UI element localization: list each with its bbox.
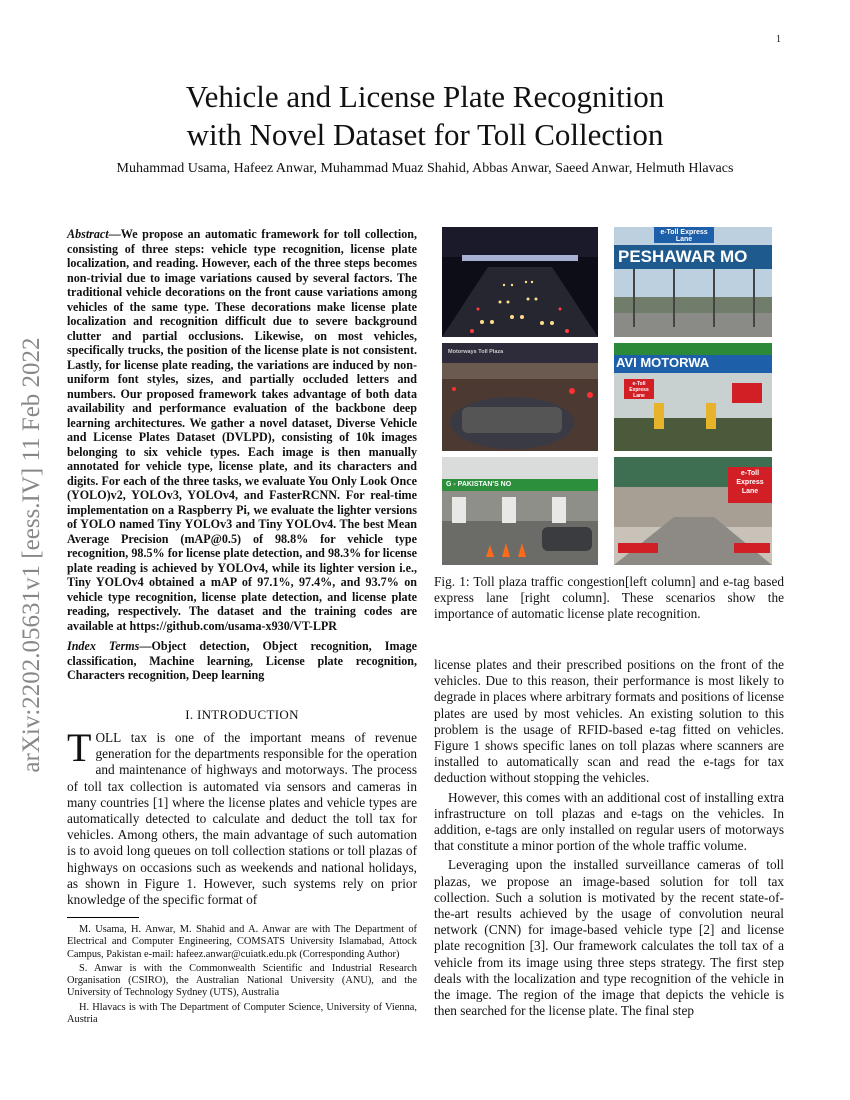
peshawar-sign: PESHAWAR MO (618, 247, 748, 266)
pakistan-sign: G - PAKISTAN'S NO (446, 481, 512, 488)
photo-etoll-express-lane (614, 457, 772, 565)
author-list: Muhammad Usama, Hafeez Anwar, Muhammad Muaz Shahid, Abbas Anwar, Saeed Anwar, Helmuth Hlavacs (116, 161, 734, 176)
etoll-small-sign: e-Toll Express Lane (629, 381, 649, 399)
photo-daytime-booths (442, 457, 598, 565)
motorway-sign: AVI MOTORWA (616, 355, 710, 370)
paragraph-2: However, this comes with an additional cost of installing extra infrastructure on toll plazas and e-tags on the vehicles. In addition, e-tags are only installed on regular users of motorways that constitute a minor portion of the whole traffic volume. (434, 789, 784, 854)
photo-night-congestion (442, 227, 598, 337)
footnote-affiliation-3: H. Hlavacs is with The Department of Computer Science, University of Vienna, Austria (67, 1001, 417, 1026)
figure-1 (442, 227, 772, 567)
page-number: 1 (776, 34, 781, 45)
footnote-affiliation-2: S. Anwar is with the Commonwealth Scientific and Industrial Research Organisation (CSIRO), the Australian National University (ANU), and the University of Technology Sydney (UTS), Australia (67, 962, 417, 999)
introduction-paragraph (67, 725, 417, 908)
footnotes (67, 924, 417, 1028)
section-heading: I. INTRODUCTION (185, 707, 299, 722)
toll-plaza-sign: Motorways Toll Plaza (448, 349, 504, 355)
index-terms-text: —Object detection, Object recognition, Image classification, Machine learning, License plate recognition, Characters recognition, Deep learning (67, 639, 417, 682)
paragraph-1: license plates and their prescribed positions on the front of the vehicles. Due to this reason, their performance is most likely to degrade in places where arbitrary formats and positions of license plates are used by most vehicles. An existing solution to this problem is the usage of RFID-based e-tag fitted on vehicles. Figure 1 shows specific lanes on toll plazas where scanners are installed to automatically scan and read the e-tags for tax deduction without stopping the vehicles. (434, 657, 784, 786)
paper-title (60, 78, 790, 154)
figure-caption: Fig. 1: Toll plaza traffic congestion[left column] and e-tag based express lane [right column]. These scenarios show the importance of automatic license plate recognition. (434, 574, 784, 622)
photo-toll-plaza-queue (442, 343, 598, 451)
arxiv-identifier (6, 290, 58, 820)
right-column-text (434, 657, 784, 1019)
index-terms-lead: Index Terms (67, 639, 140, 653)
intro-text: tax is one of the important means of revenue generation for the departments responsible for the operation and maintenance of highways and motorways. The process of toll tax collection is automated via sensors and cameras in many countries [1] where the license plates and vehicle types are automatically detected to calculate and deduct the toll tax for vehicles. Among others, the main advantage of such automation is to avoid long queues on toll collection stations or toll plazas of highways on occasions such as weekends and national holidays, as shown in Figure 1. However, such systems rely on prior knowledge of the specific format of (67, 730, 417, 908)
abstract-text: —We propose an automatic framework for toll collection, consisting of three steps: vehicle type recognition, license plate localization, and reading. However, each of the three steps becomes non-trivial due to image variations caused by several factors. The traditional vehicle decorations on the front cause variations among vehicles of the same type. These decorations make license plate localization and recognition difficult due to severe background clutter and partial occlusions. Likewise, on most vehicles, specifically trucks, the position of the license plate is not consistent. Lastly, for license plate reading, the variations are induced by non-uniform font styles, sizes, and partially occluded letters and numbers. Our proposed framework takes advantage of both data availability and performance evaluation of the backbone deep learning architectures. We gather a novel dataset, Diverse Vehicle and License Plates Dataset (DVLPD), consisting of 10k images belonging to six vehicle types. Each image is then manually annotated for vehicle type, license plate, and its characters and digits. For each of the three tasks, we evaluate You Only Look Once (YOLO)v2, YOLOv3, YOLOv4, and FasterRCNN. For real-time implementation on a Raspberry Pi, we evaluate the lighter versions of YOLO named Tiny YOLOv3 and Tiny YOLOv4. The best Mean Average Precision (mAP@0.5) of 98.8% for vehicle type recognition, 98.5% for license plate detection, and 98.3% for license plate reading is achieved by YOLOv4, while its lighter version i.e., Tiny YOLOv4 obtained a mAP of 97.1%, 97.4%, and 93.7% on vehicle type recognition, license plate detection, and license plate reading, respectively. The dataset and the training codes are available at https://github.com/usama-x930/VT-LPR (67, 227, 417, 633)
etoll-express-sign: e-Toll Express Lane (736, 470, 764, 495)
drop-cap: T (67, 725, 92, 770)
title-line-1: Vehicle and License Plate Recognition (185, 79, 665, 114)
footnote-rule (67, 917, 139, 918)
etoll-sign: e-Toll Express Lane (660, 229, 708, 243)
index-terms (67, 639, 417, 683)
photo-motorway-etoll (614, 343, 772, 451)
abstract (67, 227, 417, 633)
intro-first-word: OLL (95, 730, 122, 745)
abstract-lead: Abstract (67, 227, 109, 241)
paragraph-3: Leveraging upon the installed surveillance cameras of toll plazas, we propose an image-based solution for toll tax collection. Such a solution is motivated by the recent state-of-the-art results achieved by the usage of convolution neural network (CNN) for image-based vehicle type [2] and license plate recognition [3]. Our framework calculates the toll tax of a vehicle from its image using three steps strategy. The first step deals with the localization and type recognition of the vehicle in the image. The region of the image that depicts the vehicle is then searched for the license plate. The final step (434, 857, 784, 1019)
arxiv-identifier-text: arXiv:2202.05631v1 [eess.IV] 11 Feb 2022 (18, 337, 45, 773)
title-line-2: with Novel Dataset for Toll Collection (186, 117, 664, 152)
photo-peshawar-toll (614, 227, 772, 337)
footnote-affiliation-1: M. Usama, H. Anwar, M. Shahid and A. Anwar are with The Department of Electrical and Computer Engineering, COMSATS University Islamabad, Attock Campus, Pakistan e-mail: hafeez.anwar@cuiatk.edu.pk (Corresponding Author) (67, 924, 417, 960)
